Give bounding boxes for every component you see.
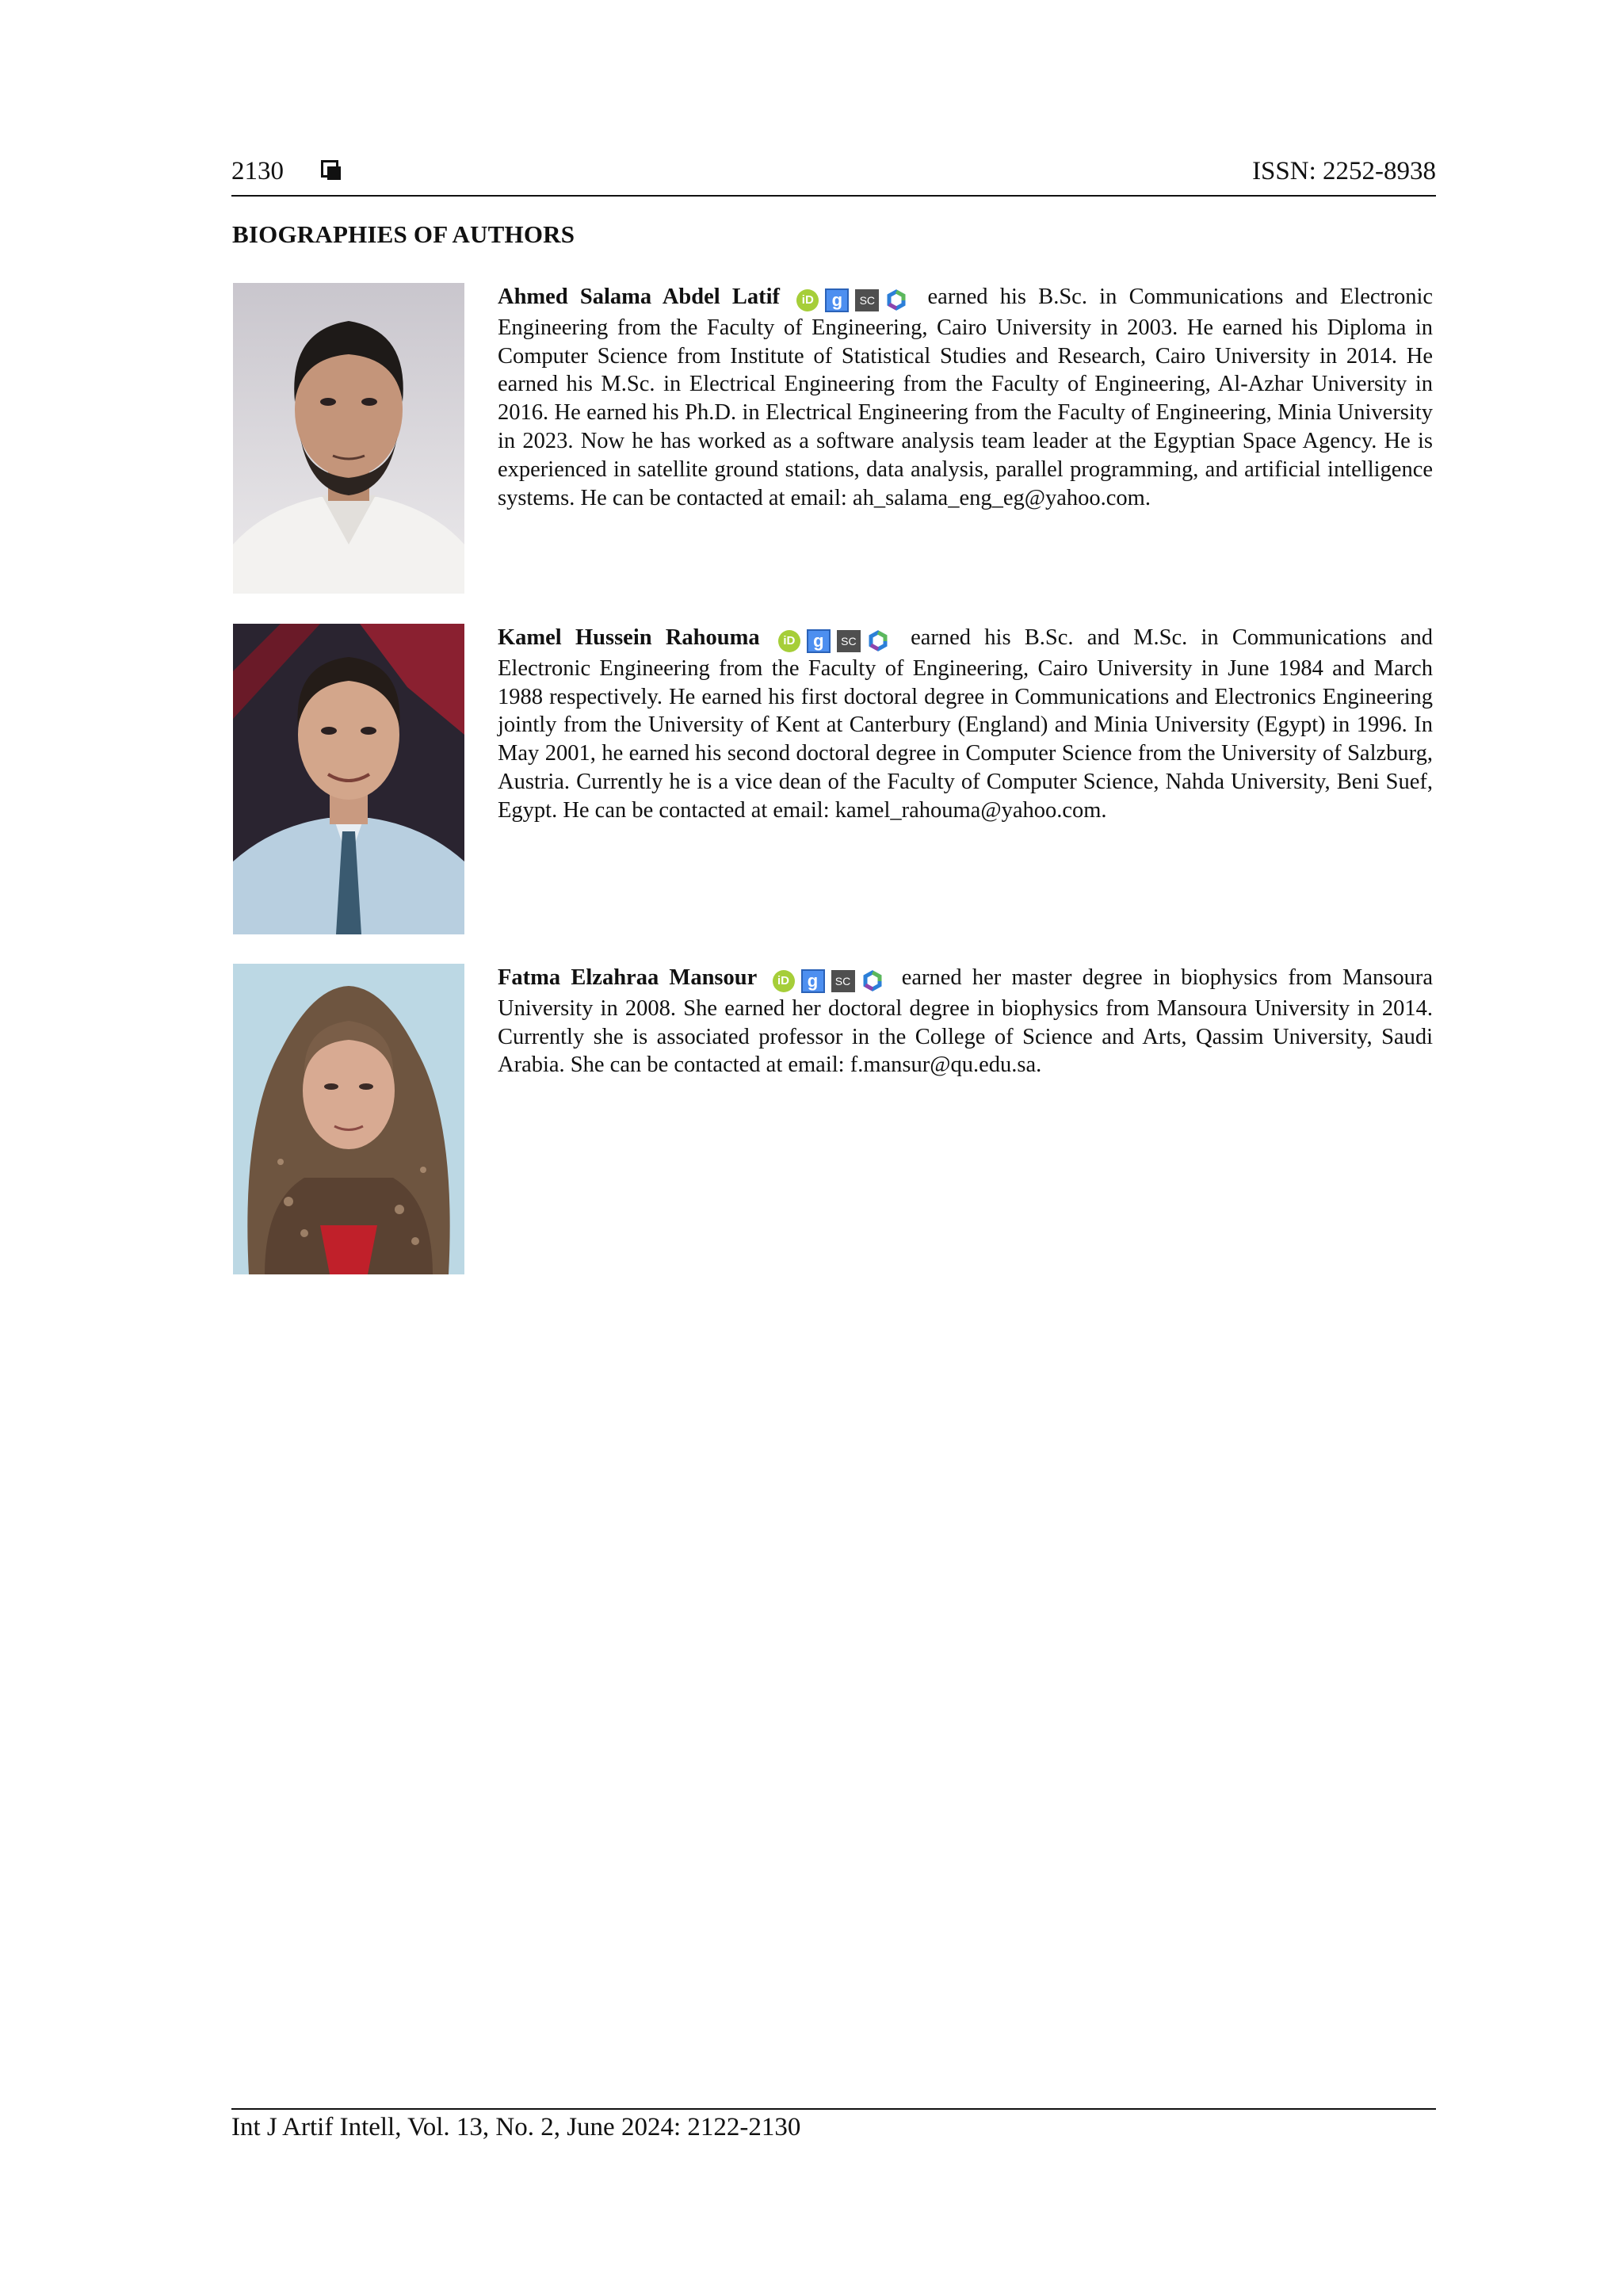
orcid-icon[interactable]: iD [773,970,795,992]
profile-badges [796,285,914,314]
scopus-icon[interactable]: SC [831,970,855,992]
author-bio [498,283,1433,512]
author-bio [498,964,1433,1079]
profile-badges [778,626,896,655]
section-title: BIOGRAPHIES OF AUTHORS [232,220,575,248]
author-bio-text: earned his B.Sc. in Communications and Electronic Engineering from the Faculty of Engineering, Cairo University in 2003. He earned his Diploma in Computer Science from Institute of Statistical Studies and Research, Cairo University in 2014. He earned his M.Sc. in Electrical Engineering from the Faculty of Engineering, Al-Azhar University in 2016. He earned his Ph.D. in Electrical Engineering from the Faculty of Engineering, Minia University in 2023. Now he has worked as a software analysis team leader at the Egyptian Space Agency. He is experienced in satellite ground stations, data analysis, parallel programming, and artificial intelligence systems. He can be contacted at email: ah_salama_eng_eg@yahoo.com. [498,285,1434,510]
author-bio-text: earned his B.Sc. and M.Sc. in Communications and Electronic Engineering from the Faculty of Engineering, Cairo University in June 1984 and March 1988 respectively. He earned his first doctoral degree in Communications and Electronics Engineering jointly from the University of Kent at Canterbury (England) and Minia University (Egypt) in 1996. In May 2001, he earned his second doctoral degree in Computer Science from the University of Salzburg, Austria. Currently he is a vice dean of the Faculty of Computer Science, Nahda University, Beni Suef, Egypt. He can be contacted at email: kamel_rahouma@yahoo.com. [498,625,1434,823]
author-name: Ahmed Salama Abdel Latif [498,285,781,309]
google-scholar-icon[interactable]: g [825,288,849,312]
page-header [231,155,1436,197]
author-bio-text: earned her master degree in biophysics from Mansoura University in 2008. She earned her doctoral degree in biophysics from Mansoura University in 2014. Currently she is associated professor in the College of Science and Arts, Qassim University, Saudi Arabia. She can be contacted at email: f.mansur@qu.edu.sa. [498,965,1434,1078]
publons-icon[interactable] [885,289,907,311]
google-scholar-icon[interactable]: g [801,969,825,993]
orcid-icon[interactable]: iD [796,289,819,311]
square-bullet-icon [321,160,338,178]
orcid-icon[interactable]: iD [778,630,800,652]
author-name: Fatma Elzahraa Mansour [498,965,758,990]
author-photo [233,283,464,594]
author-photo [233,624,464,934]
google-scholar-icon[interactable]: g [807,629,831,653]
scopus-icon[interactable]: SC [855,289,879,311]
page-footer [231,2108,1436,2143]
author-name: Kamel Hussein Rahouma [498,625,760,650]
author-photo [233,964,464,1274]
issn: ISSN: 2252-8938 [1252,157,1436,185]
publons-icon[interactable] [867,630,889,652]
author-bio [498,624,1433,825]
publons-icon[interactable] [861,970,884,992]
page-number: 2130 [231,157,284,185]
profile-badges [773,966,890,995]
scopus-icon[interactable]: SC [837,630,861,652]
journal-citation: Int J Artif Intell, Vol. 13, No. 2, June 2024: 2122-2130 [231,2113,801,2141]
